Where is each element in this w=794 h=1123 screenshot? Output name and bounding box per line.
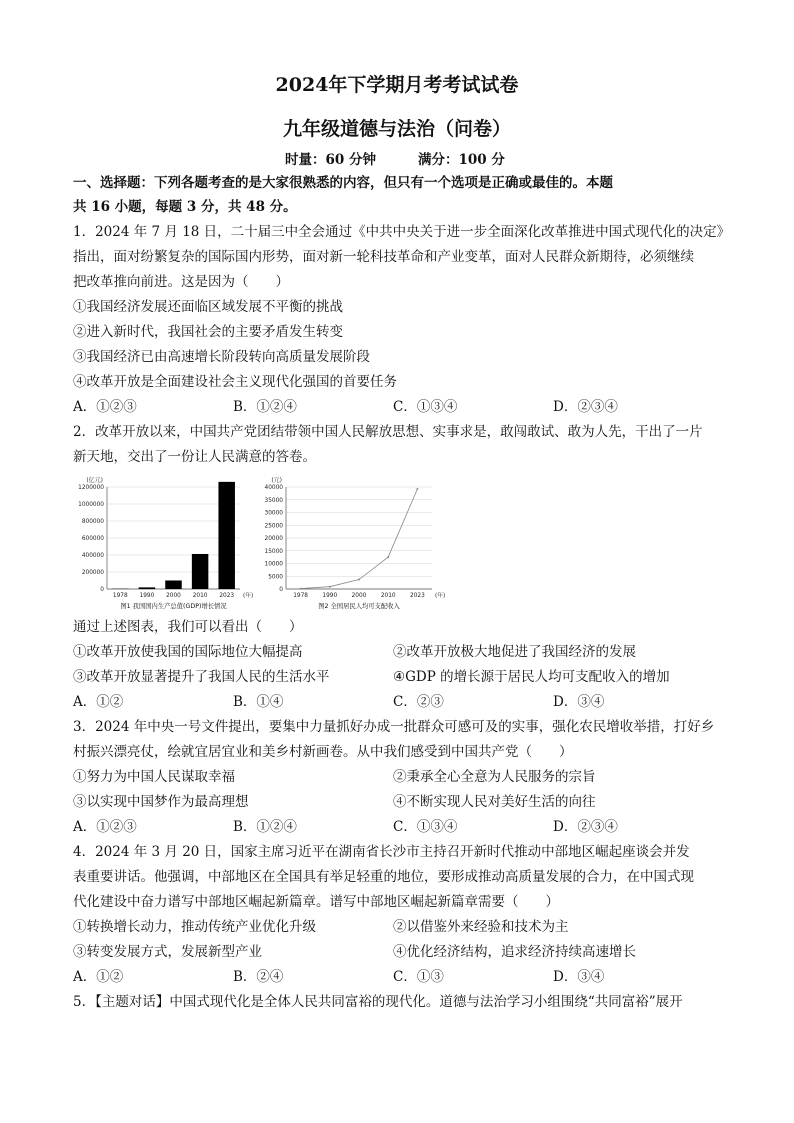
q3-option-d[interactable]: D．②③④ [553,819,618,835]
y-tick-label: 0 [279,587,283,593]
bar [218,482,234,589]
q2-stem-line: 新天地，交出了一份让人民满意的答卷。 [73,449,316,465]
q1-item: ①我国经济发展还面临区域发展不平衡的挑战 [73,299,343,315]
x-unit-label: (年) [435,593,446,599]
data-point [300,588,302,590]
bar [139,587,155,589]
chart-title: 图1 我国国内生产总值(GDP)增长情况 [120,603,227,610]
q4-item: ②以借鉴外来经验和技术为主 [393,919,569,935]
bar [192,554,208,589]
x-tick-label: 1990 [139,593,155,599]
y-tick-label: 20000 [264,536,283,542]
q1-option-a[interactable]: A．①②③ [73,399,137,415]
y-tick-label: 10000 [264,561,283,568]
x-tick-label: 1978 [293,593,308,599]
q4-option-d[interactable]: D．③④ [553,969,605,985]
q1-option-c[interactable]: C．①③④ [393,399,458,415]
q3-option-c[interactable]: C．①③④ [393,819,458,835]
y-tick-label: 800000 [81,519,104,525]
data-point [387,556,389,558]
q4-option-c[interactable]: C．①③ [393,969,444,985]
q3-option-a[interactable]: A．①②③ [73,819,137,835]
x-tick-label: 2010 [192,593,208,599]
y-tick-label: 30000 [264,510,283,517]
y-unit-label: (亿元) [86,477,103,484]
q1-stem-line: 指出，面对纷繁复杂的国际国内形势，面对新一轮科技革命和产业变革，面对人民群众新期待，必须继续 [73,249,694,265]
q4-item: ③转变发展方式，发展新型产业 [73,944,262,960]
q3-item: ①努力为中国人民谋取幸福 [73,769,235,785]
data-point [358,579,360,581]
bar [165,580,181,589]
y-tick-label: 400000 [81,553,104,559]
q1-item: ②进入新时代，我国社会的主要矛盾发生转变 [73,324,343,340]
data-point [416,488,418,490]
x-tick-label: 2000 [351,593,367,599]
q1-stem-line: 把改革推向前进。这是因为（ ） [73,274,289,290]
exam-score: 满分：100 分 [418,152,505,168]
income-line-chart [256,474,446,616]
q2-item: ③改革开放显著提升了我国人民的生活水平 [73,669,330,685]
gdp-bar-chart [70,474,255,616]
section-heading-line2: 共 16 小题，每题 3 分，共 48 分。 [73,199,297,215]
q4-item: ④优化经济结构，追求经济持续高速增长 [393,944,636,960]
q4-item: ①转换增长动力，推动传统产业优化升级 [73,919,316,935]
q3-option-b[interactable]: B．①②④ [233,819,297,835]
x-tick-label: 2023 [219,593,235,599]
q1-item: ③我国经济已由高速增长阶段转向高质量发展阶段 [73,349,370,365]
y-tick-label: 200000 [81,570,104,576]
x-tick-label: 2010 [380,593,396,599]
q1-stem-line: 1．2024 年 7 月 18 日，二十届三中全会通过《中共中央关于进一步全面深化改革推进中国式现代化的决定》 [73,224,731,240]
q4-option-a[interactable]: A．①② [73,969,124,985]
q5-stem-line: 5．【主题对话】中国式现代化是全体人民共同富裕的现代化。道德与法治学习小组围绕“共同富裕”展开 [73,994,683,1010]
q2-option-d[interactable]: D．③④ [553,694,605,710]
q2-item: ①改革开放使我国的国际地位大幅提高 [73,644,303,660]
x-tick-label: 2000 [166,593,181,599]
y-tick-label: 1200000 [78,485,104,491]
q3-stem-line: 3．2024 年中央一号文件提出，要集中力量抓好办成一批群众可感可及的实事，强化农民增收举措，打好乡 [73,719,715,735]
q3-stem-line: 村振兴漂亮仗，绘就宜居宜业和美乡村新画卷。从中我们感受到中国共产党（ ） [73,744,573,760]
q4-option-b[interactable]: B．②④ [233,969,284,985]
q2-stem-line: 2．改革开放以来，中国共产党团结带领中国人民解放思想、实事求是，敢闯敢试、敢为人先，干出了一片 [73,424,703,440]
x-tick-label: 1990 [322,593,338,599]
q2-option-b[interactable]: B．①④ [233,694,284,710]
y-tick-label: 5000 [268,574,283,581]
x-unit-label: (年) [243,593,254,599]
q3-item: ③以实现中国梦作为最高理想 [73,794,249,810]
y-tick-label: 15000 [264,548,283,555]
y-unit-label: (元) [271,477,282,484]
y-tick-label: 25000 [264,523,283,530]
y-tick-label: 0 [100,587,104,593]
q4-stem-line: 代化建设中奋力谱写中部地区崛起新篇章。谱写中部地区崛起新篇章需要（ ） [73,894,559,910]
q3-item: ②秉承全心全意为人民服务的宗旨 [393,769,596,785]
y-tick-label: 600000 [81,536,104,542]
q2-item: ④GDP 的增长源于居民人均可支配收入的增加 [393,669,670,685]
q2-option-c[interactable]: C．②③ [393,694,444,710]
y-tick-label: 1000000 [78,502,104,508]
data-point [329,586,331,588]
q1-option-d[interactable]: D．②③④ [553,399,618,415]
q1-option-b[interactable]: B．①②④ [233,399,297,415]
series-line [301,489,418,589]
y-tick-label: 35000 [264,497,283,504]
exam-subtitle: 九年级道德与法治（问卷） [282,118,511,140]
x-tick-label: 1978 [112,593,128,599]
q2-question: 通过上述图表，我们可以看出（ ） [73,619,303,635]
section-heading-line1: 一、选择题：下列各题考查的是大家很熟悉的内容，但只有一个选项是正确或最佳的。本题 [73,175,613,191]
q3-item: ④不断实现人民对美好生活的向往 [393,794,596,810]
q4-stem-line: 表重要讲话。他强调，中部地区在全国具有举足轻重的地位，要形成推动高质量发展的合力，在中国式现 [73,869,694,885]
q4-stem-line: 4．2024 年 3 月 20 日，国家主席习近平在湖南省长沙市主持召开新时代推动中部地区崛起座谈会并发 [73,844,690,860]
exam-time: 时量：60 分钟 [285,152,376,168]
chart-title: 图2 全国居民人均可支配收入 [318,603,400,610]
exam-title: 2024年下学期月考考试试卷 [275,74,519,96]
q2-item: ②改革开放极大地促进了我国经济的发展 [393,644,636,660]
y-tick-label: 40000 [264,485,283,491]
x-tick-label: 2023 [410,593,425,599]
q1-item: ④改革开放是全面建设社会主义现代化强国的首要任务 [73,374,397,390]
q2-option-a[interactable]: A．①② [73,694,124,710]
